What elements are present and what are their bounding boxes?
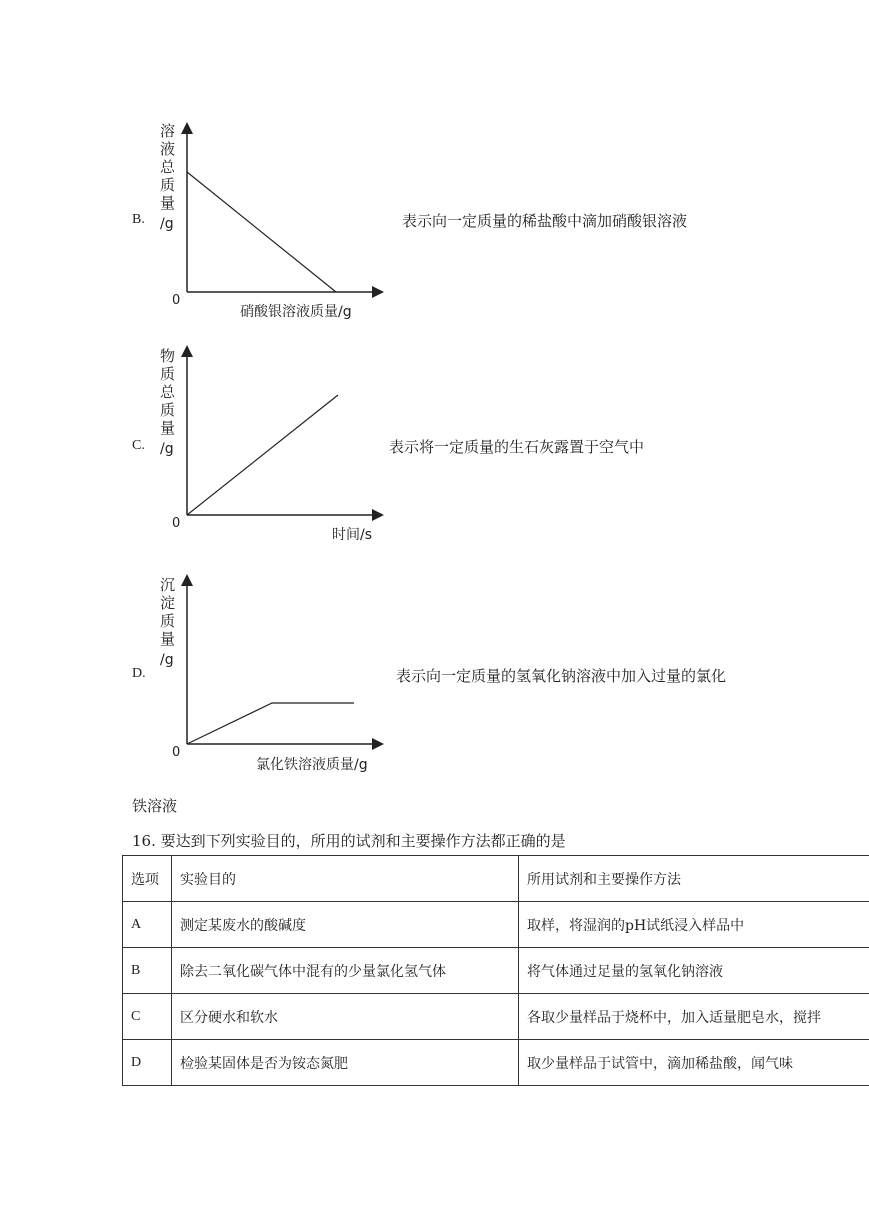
table-cell: C	[123, 994, 172, 1040]
table-cell: 区分硬水和软水	[172, 994, 519, 1040]
y-label-char: 质	[160, 612, 176, 630]
origin-label: 0	[172, 293, 181, 308]
table-row	[123, 902, 869, 948]
y-label-char: 量	[160, 419, 176, 437]
table-row	[123, 948, 869, 994]
table-cell: 取样，将湿润的pH试纸浸入样品中	[519, 902, 869, 948]
table-cell: D	[123, 1040, 172, 1086]
table-header-cell: 所用试剂和主要操作方法	[519, 856, 869, 902]
y-label-char: 液	[160, 140, 176, 158]
y-label-char: 总	[160, 383, 176, 401]
graph-b	[150, 120, 390, 325]
data-line	[187, 703, 354, 744]
x-label: 时间/s	[332, 527, 373, 543]
data-line	[187, 172, 336, 292]
origin-label: 0	[172, 745, 181, 760]
table-cell: 取少量样品于试管中，滴加稀盐酸，闻气味	[519, 1040, 869, 1086]
option-d-description: 表示向一定质量的氢氧化钠溶液中加入过量的氯化	[396, 667, 727, 685]
graph-d	[150, 572, 390, 777]
y-label-char: 质	[160, 401, 176, 419]
option-d-letter: D.	[132, 666, 146, 681]
y-label-char: 量	[160, 194, 176, 212]
y-label-char: 质	[160, 176, 176, 194]
graph-c	[150, 343, 390, 548]
table-header-row	[123, 856, 869, 902]
table-cell: 将气体通过足量的氢氧化钠溶液	[519, 948, 869, 994]
table-row	[123, 994, 869, 1040]
option-c-letter: C.	[132, 438, 145, 453]
table-cell: A	[123, 902, 172, 948]
table-cell: 除去二氧化碳气体中混有的少量氯化氢气体	[172, 948, 519, 994]
y-unit: /g	[160, 652, 174, 668]
table-cell: 各取少量样品于烧杯中，加入适量肥皂水，搅拌	[519, 994, 869, 1040]
option-b-letter: B.	[132, 212, 145, 227]
y-label-char: 量	[160, 630, 176, 648]
table-cell: 检验某固体是否为铵态氮肥	[172, 1040, 519, 1086]
experiment-table	[122, 855, 869, 1086]
question-16-text: 16. 要达到下列实验目的，所用的试剂和主要操作方法都正确的是	[132, 832, 566, 850]
table-row	[123, 1040, 869, 1086]
option-d-description-cont: 铁溶液	[132, 797, 178, 815]
table-header-cell: 实验目的	[172, 856, 519, 902]
table-cell: 测定某废水的酸碱度	[172, 902, 519, 948]
option-c-description: 表示将一定质量的生石灰露置于空气中	[389, 438, 645, 456]
y-label-char: 溶	[160, 122, 176, 140]
table-header-cell: 选项	[123, 856, 172, 902]
y-label-char: 总	[160, 158, 176, 176]
y-label-char: 物	[160, 347, 176, 365]
table-cell: B	[123, 948, 172, 994]
data-line	[187, 395, 338, 515]
y-label-char: 沉	[160, 576, 176, 594]
origin-label: 0	[172, 516, 181, 531]
option-b-description: 表示向一定质量的稀盐酸中滴加硝酸银溶液	[402, 212, 688, 230]
x-label: 氯化铁溶液质量/g	[256, 757, 368, 773]
y-unit: /g	[160, 216, 174, 232]
y-unit: /g	[160, 441, 174, 457]
y-label-char: 淀	[160, 594, 176, 612]
y-label-char: 质	[160, 365, 176, 383]
x-label: 硝酸银溶液质量/g	[240, 304, 352, 320]
